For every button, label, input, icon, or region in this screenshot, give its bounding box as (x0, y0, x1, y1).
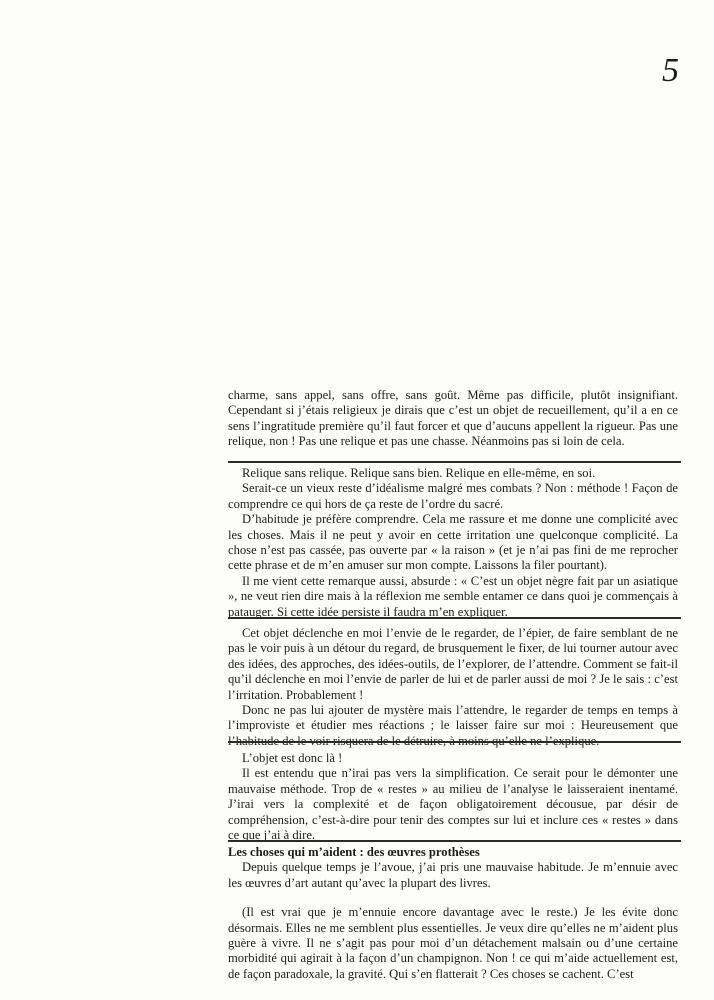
paragraph: Depuis quelque temps je l’avoue, j’ai pris une mauvaise habitude. Je m’ennuie avec les œuvres d’art autant qu’avec la plupart des livres. (228, 860, 678, 890)
paragraph: Il est entendu que n’irai pas vers la simplification. Ce serait pour le démonter une mauvaise méthode. Trop de « restes » au milieu de l’analyse le laisseraient inentamé. J’irai vers la complexité et de façon obligatoirement décousue, par désir de compréhension, c’est-à-dire pour tenir des comptes sur lui et inclure ces « restes » dans ce que j’ai à dire. (228, 766, 678, 843)
paragraph: Serait-ce un vieux reste d’idéalisme malgré mes combats ? Non : méthode ! Façon de comprendre ce qui hors de ça reste de l’ordre du sacré. (228, 481, 678, 511)
paragraph: charme, sans appel, sans offre, sans goût. Même pas difficile, plutôt insignifiant. Cependant si j’étais religieux je dirais que c’est un objet de recueillement, qu’il a en ce sens l’ingratitude première qu’il faut forcer et que d’aucuns appellent la rigueur. Pas une relique, non ! Pas une relique et pas une chasse. Néanmoins pas si loin de cela. (228, 388, 678, 449)
text-block-2 (228, 466, 678, 620)
paragraph: Il me vient cette remarque aussi, absurde : « C’est un objet nègre fait par un asiatique », ne veut rien dire mais à la réflexion me semble entamer ce dans quoi je commençais à patauger. Si cette idée persiste il faudra m’en expliquer. (228, 573, 678, 619)
text-block-1 (228, 388, 678, 450)
text-block-5 (228, 845, 678, 982)
paragraph: D’habitude je préfère comprendre. Cela me rassure et me donne une complicité avec les choses. Mais il ne peut y avoir en cette irritation une quelconque complicité. La chose n’est pas cassée, pas ouverte par « la raison » (et je n’ai pas fini de me reprocher cette phrase et de m’en amuser sur mon compte. Laissons la filer pourtant). (228, 512, 678, 573)
page-number: 5 (662, 52, 679, 89)
paragraph: Relique sans relique. Relique sans bien. Relique en elle-même, en soi. (242, 466, 596, 480)
section-divider (228, 461, 681, 463)
paragraph: L’objet est donc là ! (242, 751, 343, 765)
paragraph: Donc ne pas lui ajouter de mystère mais l’attendre, le regarder de temps en temps à l’improviste et étudier mes réactions ; le laisser faire sur moi : Heureusement que l’habitude de le voir risquera de le détruire, à moins qu’elle ne l’explique. (228, 703, 678, 748)
paragraph: (Il est vrai que je m’ennuie encore davantage avec le reste.) Je les évite donc désormais. Elles ne me semblent plus essentielles. Je veux dire qu’elles ne m’aident plus guère à vivre. Il ne s’agit pas pour moi d’un détachement malsain ou d’une certaine morbidité qui agirait à la façon d’un champignon. Non ! ce qui m’aide actuellement est, de façon paradoxale, la gravité. Qui s’en flatterait ? Ces choses se cachent. C’est (228, 905, 678, 981)
section-heading: Les choses qui m’aident : des œuvres prothèses (228, 845, 480, 859)
text-block-3 (228, 626, 678, 749)
section-divider (228, 617, 681, 619)
text-block-4 (228, 751, 678, 843)
paragraph: Cet objet déclenche en moi l’envie de le regarder, de l’épier, de faire semblant de ne pas le voir puis à un détour du regard, de brusquement le fixer, de lui tourner autour avec des idées, des approches, des idées-outils, de l’explorer, de l’attendre. Comment se fait-il qu’il déclenche en moi l’envie de parler de lui et de parler aussi de moi ? Je le sais : c’est l’irritation. Probablement ! (228, 626, 678, 702)
section-divider (228, 741, 681, 743)
section-divider (228, 840, 681, 842)
